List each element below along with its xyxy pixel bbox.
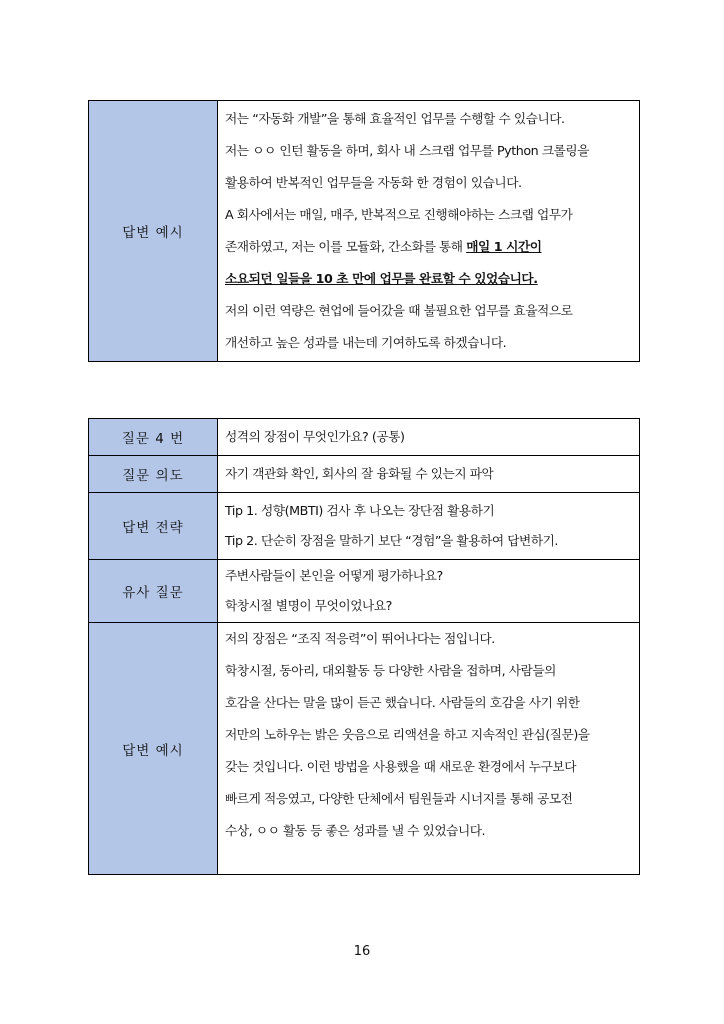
strategy-label: 답변 전략 <box>89 493 218 560</box>
example-cell <box>218 623 640 875</box>
example-line: 저만의 노하우는 밝은 웃음으로 리액션을 하고 지속적인 관심(질문)을 <box>225 727 590 742</box>
answer-line: 활용하여 반복적인 업무들을 자동화 한 경험이 있습니다. <box>225 175 522 190</box>
example-row <box>89 623 640 875</box>
answer-example-content <box>218 101 640 362</box>
similar-cell <box>218 560 640 623</box>
answer-line: 저는 “자동화 개발”을 통해 효율적인 업무를 수행할 수 있습니다. <box>225 111 565 126</box>
answer-line: A 회사에서는 매일, 매주, 반복적으로 진행해야하는 스크랩 업무가 <box>225 207 573 222</box>
example-line: 학창시절, 동아리, 대외활동 등 다양한 사람을 접하며, 사람들의 <box>225 663 556 678</box>
question-cell <box>218 419 640 456</box>
example-line: 수상, ㅇㅇ 활동 등 좋은 성과를 낼 수 있었습니다. <box>225 823 486 838</box>
strategy-cell <box>218 493 640 560</box>
intent-text: 자기 객관화 확인, 회사의 잘 융화될 수 있는지 파악 <box>225 466 494 481</box>
example-line: 빠르게 적응였고, 다양한 단체에서 팀원들과 시너지를 통해 공모전 <box>225 791 573 806</box>
example-line: 저의 장점은 “조직 적응력”이 뛰어나다는 점입니다. <box>225 631 495 646</box>
intent-row <box>89 456 640 493</box>
example-label: 답변 예시 <box>89 623 218 875</box>
emphasis-text: 매일 1 시간이 <box>466 239 542 254</box>
answer-line <box>225 263 633 295</box>
answer-example-label: 답변 예시 <box>89 101 218 362</box>
similar-line: 주변사람들이 본인을 어떻게 평가하나요? <box>225 568 443 583</box>
strategy-line: Tip 1. 성향(MBTI) 검사 후 나오는 장단점 활용하기 <box>225 503 495 518</box>
answer-line-text: 존재하였고, 저는 이를 모듈화, 간소화를 통해 <box>225 239 467 254</box>
answer-line: 개선하고 높은 성과를 내는데 기여하도록 하겠습니다. <box>225 335 507 350</box>
example-line: 호감을 산다는 말을 많이 듣곤 했습니다. 사람들의 호감을 사기 위한 <box>225 695 580 710</box>
strategy-line: Tip 2. 단순히 장점을 말하기 보단 “경험”을 활용하여 답변하기. <box>225 533 559 548</box>
answer-line: 저는 ㅇㅇ 인턴 활동을 하며, 회사 내 스크랩 업무를 Python 크롤링을 <box>225 143 590 158</box>
answer-table-continued <box>88 100 640 362</box>
question-row <box>89 419 640 456</box>
answer-line: 저의 이런 역량은 현업에 들어갔을 때 불필요한 업무를 효율적으로 <box>225 303 573 318</box>
intent-cell <box>218 456 640 493</box>
question-label: 질문 4 번 <box>89 419 218 456</box>
similar-row <box>89 560 640 623</box>
similar-label: 유사 질문 <box>89 560 218 623</box>
answer-example-row <box>89 101 640 362</box>
intent-label: 질문 의도 <box>89 456 218 493</box>
page-number: 16 <box>353 944 371 959</box>
answer-line <box>225 231 633 263</box>
similar-line: 학창시절 별명이 무엇이었나요? <box>225 598 392 613</box>
question-table <box>88 418 640 875</box>
question-text: 성격의 장점이 무엇인가요? (공통) <box>225 429 405 444</box>
emphasis-text: 소요되던 일들을 10 초 만에 업무를 완료할 수 있었습니다. <box>225 271 538 286</box>
example-line: 갖는 것입니다. 이런 방법을 사용했을 때 새로운 환경에서 누구보다 <box>225 759 577 774</box>
strategy-row <box>89 493 640 560</box>
